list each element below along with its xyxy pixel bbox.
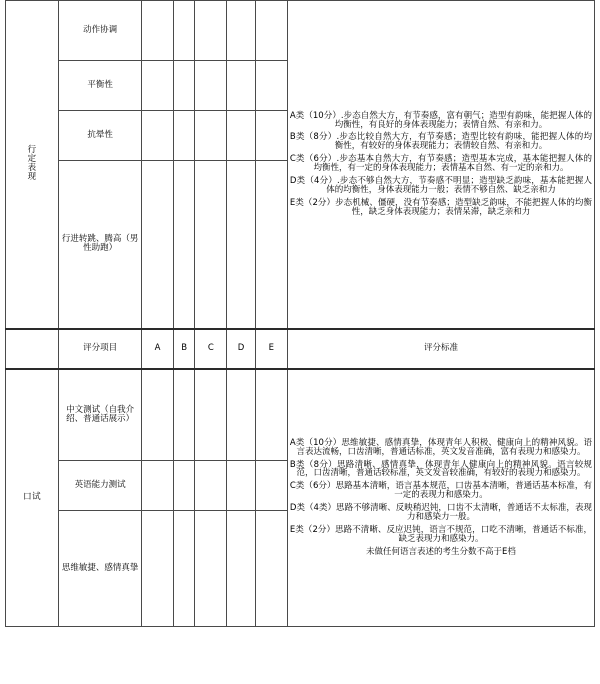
category-char: 现	[27, 172, 37, 183]
score-cell-a[interactable]	[141, 369, 173, 461]
column-header-row	[6, 329, 595, 369]
category-char: 表	[27, 163, 37, 174]
score-cell-a[interactable]	[141, 1, 173, 61]
category-cell-walking	[6, 1, 59, 329]
table-row	[6, 369, 595, 461]
score-cell-b[interactable]	[174, 111, 195, 161]
standard-a: A类（10分）.步态自然大方，有节奏感，富有朝气；造型有韵味，能把握人体的均衡性，有良好的身体表现能力；表情自然、有亲和力。	[289, 110, 592, 130]
item-cell-chinese-test: 中文测试（自我介绍、普通话展示）	[59, 369, 142, 461]
score-cell-a[interactable]	[141, 161, 173, 329]
header-e: E	[255, 329, 287, 369]
item-cell-action-coordination: 动作协调	[59, 1, 142, 61]
score-cell-c[interactable]	[195, 1, 227, 61]
score-cell-c[interactable]	[195, 369, 227, 461]
score-cell-c[interactable]	[195, 161, 227, 329]
score-cell-a[interactable]	[141, 511, 173, 627]
score-cell-e[interactable]	[255, 61, 287, 111]
category-char: 行	[27, 145, 37, 156]
standard-d: D类（4分）.步态不够自然大方，节奏感不明显；造型缺乏韵味，基本能把握人体的均衡性，身体表现能力一般；表情不够自然、缺乏亲和力	[289, 176, 592, 196]
item-cell-thinking-emotion: 思维敏捷、感情真挚	[59, 511, 142, 627]
item-cell-balance: 平衡性	[59, 61, 142, 111]
score-cell-e[interactable]	[255, 161, 287, 329]
score-cell-a[interactable]	[141, 111, 173, 161]
category-cell-oral: 口试	[6, 369, 59, 627]
item-cell-turn-jump: 行进转跳、腾高（男性助跑）	[59, 161, 142, 329]
score-cell-e[interactable]	[255, 1, 287, 61]
standard-b: B类（8分）.步态比较自然大方，有节奏感；造型比较有韵味，能把握人体的均衡性，有较好的身体表现能力；表情较自然、有亲和力。	[289, 132, 592, 152]
score-cell-c[interactable]	[195, 511, 227, 627]
category-char: 定	[27, 154, 37, 165]
score-cell-b[interactable]	[174, 1, 195, 61]
standard-e: E类（2分）思路不清晰、反应迟钝，语言不规范，口吃不清晰，普通话不标准，缺乏表现力和感染力。	[289, 525, 592, 544]
standard-cell-oral	[287, 369, 594, 627]
score-cell-e[interactable]	[255, 461, 287, 511]
score-cell-d[interactable]	[227, 369, 255, 461]
header-a: A	[141, 329, 173, 369]
score-cell-b[interactable]	[174, 161, 195, 329]
score-cell-d[interactable]	[227, 61, 255, 111]
header-category	[6, 329, 59, 369]
header-d: D	[227, 329, 255, 369]
score-cell-d[interactable]	[227, 161, 255, 329]
header-c: C	[195, 329, 227, 369]
score-cell-b[interactable]	[174, 61, 195, 111]
score-cell-d[interactable]	[227, 1, 255, 61]
score-cell-d[interactable]	[227, 111, 255, 161]
score-cell-b[interactable]	[174, 369, 195, 461]
score-cell-c[interactable]	[195, 61, 227, 111]
standard-a: A类（10分）思维敏捷、感情真挚，体现青年人积极、健康向上的精神风貌。语言表达流畅，口齿清晰，普通话标准，英文发音准确，富有表现力和感染力。	[289, 437, 592, 457]
score-cell-a[interactable]	[141, 61, 173, 111]
header-item: 评分项目	[59, 329, 142, 369]
score-cell-d[interactable]	[227, 511, 255, 627]
standard-b: B类（8分）思路清晰、感情真挚，体现青年人健康向上的精神风貌。语言较规范，口齿清晰，普通话较标准，英文发音较准确，有较好的表现力和感染力。	[289, 459, 592, 479]
grade-table	[5, 0, 595, 627]
standard-cell-walking	[287, 1, 594, 329]
score-cell-b[interactable]	[174, 461, 195, 511]
standard-c: C类（6分）思路基本清晰，语言基本规范，口齿基本清晰，普通话基本标准，有一定的表现力和感染力。	[289, 481, 592, 501]
item-cell-anti-rotation: 抗晕性	[59, 111, 142, 161]
standard-e: E类（2分）步态机械、僵硬，没有节奏感；造型缺乏韵味，不能把握人体的均衡性，缺乏身体表现能力；表情呆滞，缺乏亲和力	[289, 198, 592, 217]
header-b: B	[174, 329, 195, 369]
score-cell-b[interactable]	[174, 511, 195, 627]
score-cell-e[interactable]	[255, 369, 287, 461]
table-row	[6, 1, 595, 61]
score-cell-a[interactable]	[141, 461, 173, 511]
score-cell-c[interactable]	[195, 461, 227, 511]
header-standard: 评分标准	[287, 329, 594, 369]
standard-d: D类（4类）思路不够清晰、反映稍迟钝，口齿不太清晰，普通话不太标准，表现力和感染力一般。	[289, 503, 592, 523]
standard-footnote: 未做任何语言表述的考生分数不高于E档	[366, 546, 516, 557]
standard-c: C类（6分）.步态基本自然大方，有节奏感；造型基本完成，基本能把握人体的均衡性，有一定的身体表现能力；表情基本自然、有一定的亲和力。	[289, 154, 592, 174]
score-cell-e[interactable]	[255, 511, 287, 627]
item-cell-english-test: 英语能力测试	[59, 461, 142, 511]
score-cell-d[interactable]	[227, 461, 255, 511]
score-cell-c[interactable]	[195, 111, 227, 161]
score-cell-e[interactable]	[255, 111, 287, 161]
